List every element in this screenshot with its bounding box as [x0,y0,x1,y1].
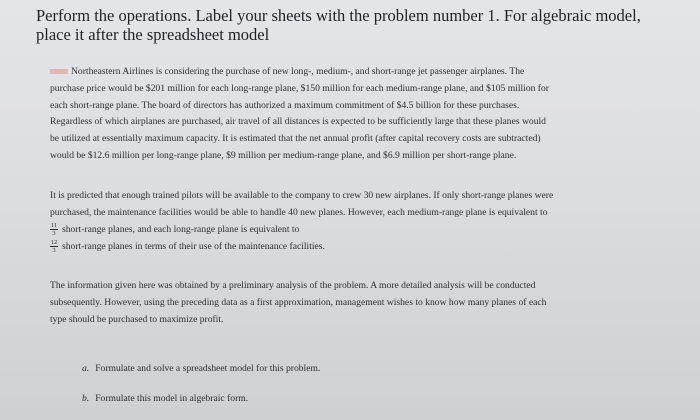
fraction-denominator: 3 [52,247,56,255]
fraction-denominator: 3 [52,230,56,238]
paragraph-line: be utilized at essentially maximum capacity. It is estimated that the net annual profit (after capital recovery costs are subtracted) [50,133,541,145]
fraction-long-equivalent [50,239,58,255]
paragraph-line: type should be purchased to maximize profit. [50,313,224,325]
fraction-numerator: 12 [50,238,58,246]
paragraph-management-goal [50,278,680,328]
task-item-b [82,392,248,406]
header-line-2: place it after the spreadsheet model [36,25,270,44]
paragraph-line: each short-range plane. The board of directors has authorized a maximum commitment of $4.5 billion for these purchases. [50,99,520,111]
instruction-header [36,6,676,44]
paragraph-line: would be $12.6 million per long-range plane, $9 million per medium-range plane, and $6.9 million per short-range plane. [50,149,517,161]
highlight-mark [50,69,68,74]
task-text: Formulate this model in algebraic form. [95,393,249,404]
task-label: b. [82,393,90,404]
task-label: a. [82,363,90,374]
paragraph-pilots-maintenance [50,188,680,256]
paragraph-line-fraction: $\frac{12}{3}$ short-range planes in terms of their use of the maintenance facilities. [50,238,325,255]
task-text: Formulate and solve a spreadsheet model for this problem. [95,363,321,374]
paragraph-line: Northeastern Airlines is considering the purchase of new long-, medium-, and short-range jet passenger airplanes. The [50,64,680,81]
paragraph-line: subsequently. However, using the preceding data as a first approximation, management wishes to know how many planes of each [50,296,547,308]
paragraph-line: purchase price would be $201 million for each long-range plane, $150 million for each medium-range plane, and $105 million for [50,82,549,94]
header-line-1: Perform the operations. Label your sheets with the problem number 1. For algebraic model, [36,6,641,25]
paragraph-line: The information given here was obtained by a preliminary analysis of the problem. A more detailed analysis will be conducted [50,280,536,291]
paragraph-line-fraction: $\frac{11}{3}$ short-range planes, and each long-range plane is equivalent to [50,221,300,238]
fraction-medium-equivalent [50,222,58,238]
fraction-numerator: 11 [50,221,58,229]
paragraph-line: purchased, the maintenance facilities would be able to handle 40 new planes. However, each medium-range plane is equivalent to [50,206,548,218]
paragraph-airline-costs [50,64,680,165]
paragraph-line: It is predicted that enough trained pilots will be available to the company to crew 30 new airplanes. If only short-range planes were [50,190,554,201]
task-item-a [82,362,320,376]
paragraph-line: Regardless of which airplanes are purchased, air travel of all distances is expected to be sufficiently large that these planes would [50,116,546,128]
